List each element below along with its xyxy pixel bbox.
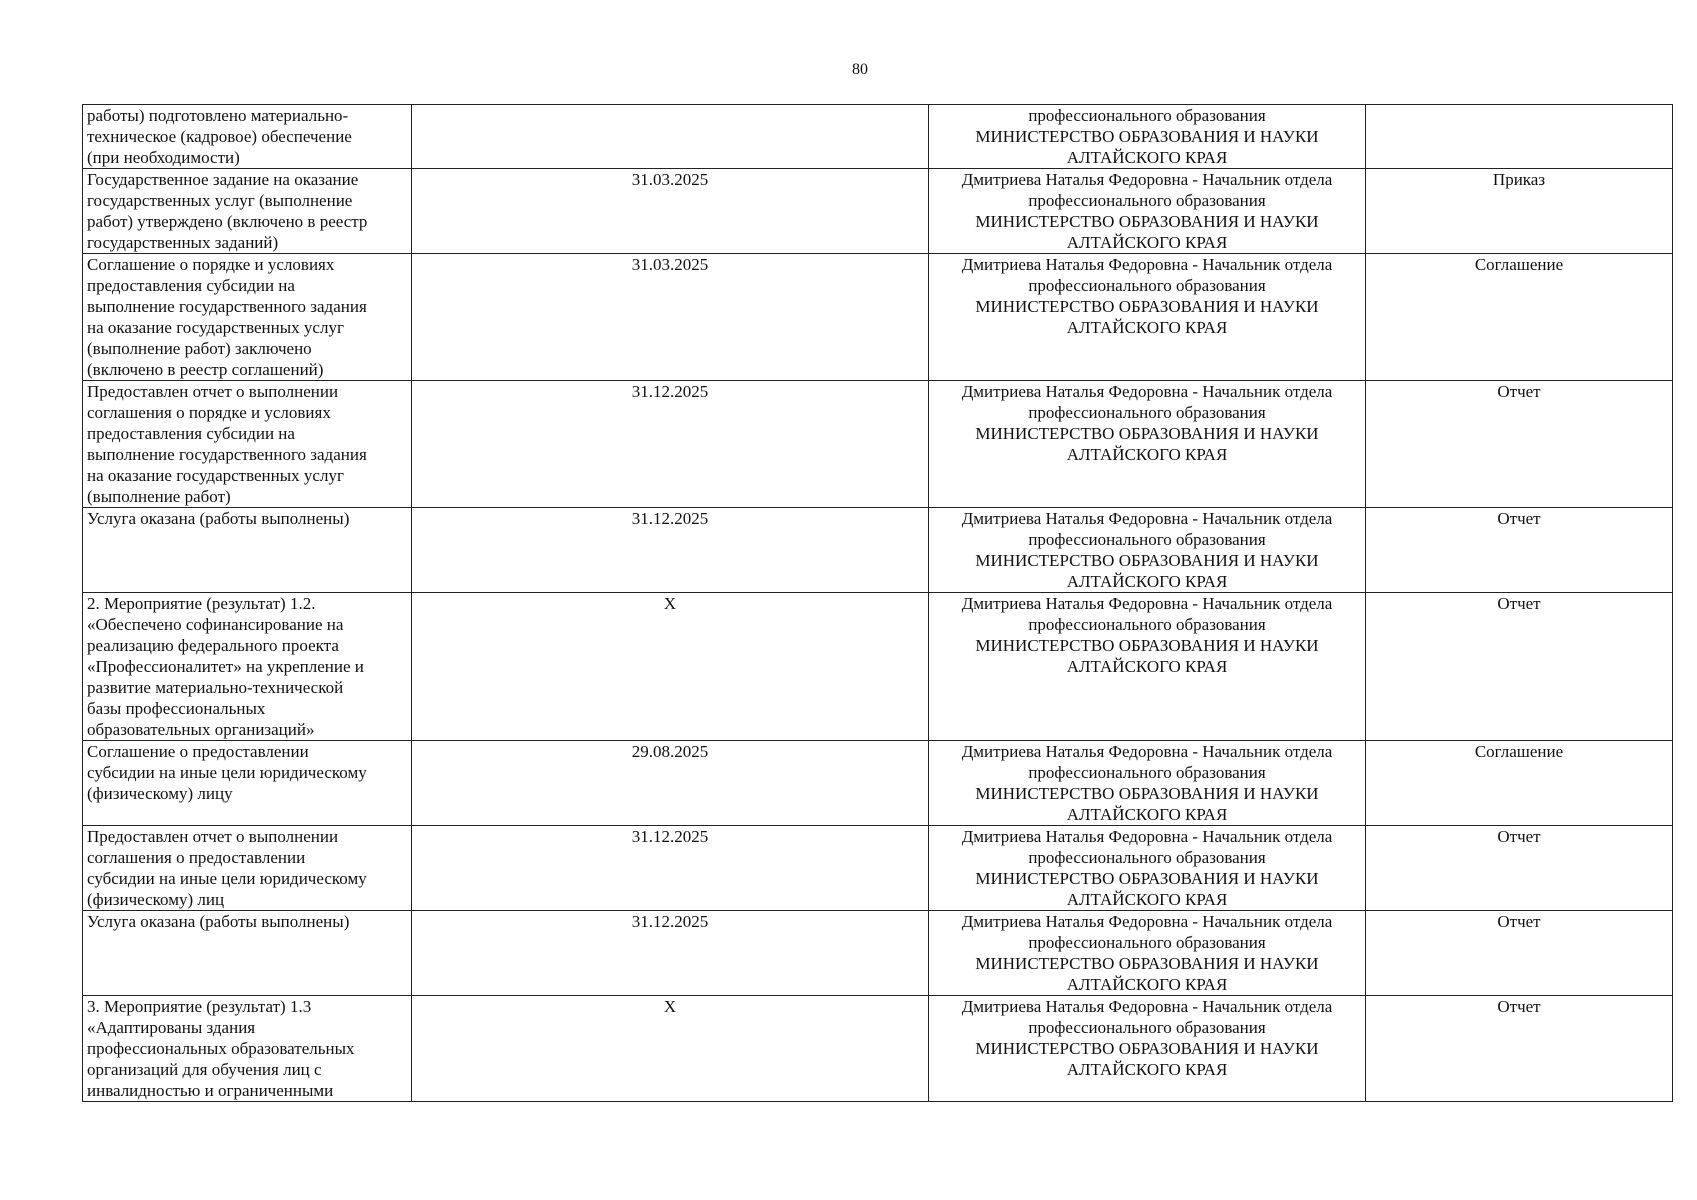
cell-line: МИНИСТЕРСТВО ОБРАЗОВАНИЯ И НАУКИ — [975, 954, 1319, 973]
cell-line: (физическому) лиц — [87, 890, 225, 909]
cell-line: профессионального образования — [1028, 615, 1266, 634]
cell-line: АЛТАЙСКОГО КРАЯ — [1066, 572, 1228, 591]
document-type-cell — [1366, 826, 1673, 911]
event-description-cell — [83, 105, 412, 169]
date-cell — [412, 996, 929, 1102]
responsible-cell — [929, 593, 1366, 741]
cell-line: субсидии на иные цели юридическому — [87, 869, 367, 888]
table-row — [83, 911, 1673, 996]
cell-line: (включено в реестр соглашений) — [87, 360, 324, 379]
cell-line: «Обеспечено софинансирование на — [87, 615, 344, 634]
cell-line: Предоставлен отчет о выполнении — [87, 382, 339, 401]
cell-text: X — [663, 997, 677, 1016]
cell-line: образовательных организаций» — [87, 720, 315, 739]
cell-line: МИНИСТЕРСТВО ОБРАЗОВАНИЯ И НАУКИ — [975, 869, 1319, 888]
cell-line: профессионального образования — [1028, 933, 1266, 952]
cell-line: «Профессионалитет» на укрепление и — [87, 657, 364, 676]
cell-line: (при необходимости) — [87, 148, 240, 167]
date-cell — [412, 254, 929, 381]
cell-line: МИНИСТЕРСТВО ОБРАЗОВАНИЯ И НАУКИ — [975, 127, 1319, 146]
event-description-cell — [83, 996, 412, 1102]
cell-line: Предоставлен отчет о выполнении — [87, 827, 339, 846]
cell-line: развитие материально-технической — [87, 678, 344, 697]
cell-line: Дмитриева Наталья Федоровна - Начальник отдела — [961, 594, 1333, 613]
cell-line: профессиональных образовательных — [87, 1039, 355, 1058]
cell-line: профессионального образования — [1028, 106, 1266, 125]
document-type-cell — [1366, 508, 1673, 593]
cell-line: реализацию федерального проекта — [87, 636, 339, 655]
table-body — [83, 105, 1673, 1102]
cell-line: Дмитриева Наталья Федоровна - Начальник отдела — [961, 827, 1333, 846]
cell-line: Дмитриева Наталья Федоровна - Начальник отдела — [961, 997, 1333, 1016]
cell-line: работ) утверждено (включено в реестр — [87, 212, 368, 231]
cell-line: соглашения о порядке и условиях — [87, 403, 331, 422]
date-cell — [412, 741, 929, 826]
cell-line: МИНИСТЕРСТВО ОБРАЗОВАНИЯ И НАУКИ — [975, 297, 1319, 316]
event-description-cell — [83, 254, 412, 381]
cell-line: АЛТАЙСКОГО КРАЯ — [1066, 890, 1228, 909]
cell-line: Соглашение о порядке и условиях — [87, 255, 335, 274]
document-type-cell — [1366, 593, 1673, 741]
cell-line: АЛТАЙСКОГО КРАЯ — [1066, 657, 1228, 676]
document-type-cell — [1366, 996, 1673, 1102]
responsible-cell — [929, 381, 1366, 508]
cell-line: 2. Мероприятие (результат) 1.2. — [87, 594, 316, 613]
responsible-cell — [929, 911, 1366, 996]
cell-line: МИНИСТЕРСТВО ОБРАЗОВАНИЯ И НАУКИ — [975, 424, 1319, 443]
cell-text: 31.03.2025 — [631, 255, 709, 274]
date-cell — [412, 826, 929, 911]
cell-line: МИНИСТЕРСТВО ОБРАЗОВАНИЯ И НАУКИ — [975, 784, 1319, 803]
page-number: 80 — [852, 61, 868, 78]
cell-line: субсидии на иные цели юридическому — [87, 763, 367, 782]
date-cell — [412, 593, 929, 741]
cell-line: профессионального образования — [1028, 1018, 1266, 1037]
cell-line: АЛТАЙСКОГО КРАЯ — [1066, 975, 1228, 994]
table-row — [83, 508, 1673, 593]
cell-line: на оказание государственных услуг — [87, 318, 344, 337]
cell-line: Услуга оказана (работы выполнены) — [87, 509, 350, 528]
cell-line: МИНИСТЕРСТВО ОБРАЗОВАНИЯ И НАУКИ — [975, 551, 1319, 570]
cell-text: Отчет — [1497, 912, 1541, 931]
cell-line: государственных заданий) — [87, 233, 279, 252]
cell-line: АЛТАЙСКОГО КРАЯ — [1066, 233, 1228, 252]
cell-line: соглашения о предоставлении — [87, 848, 306, 867]
cell-line: Государственное задание на оказание — [87, 170, 359, 189]
cell-line: Дмитриева Наталья Федоровна - Начальник отдела — [961, 912, 1333, 931]
cell-text: Отчет — [1497, 594, 1541, 613]
cell-line: выполнение государственного задания — [87, 297, 367, 316]
cell-line: (выполнение работ) заключено — [87, 339, 312, 358]
responsible-cell — [929, 826, 1366, 911]
table-row — [83, 254, 1673, 381]
responsible-cell — [929, 254, 1366, 381]
cell-line: Услуга оказана (работы выполнены) — [87, 912, 350, 931]
cell-text: X — [663, 594, 677, 613]
date-cell — [412, 169, 929, 254]
cell-line: АЛТАЙСКОГО КРАЯ — [1066, 318, 1228, 337]
cell-line: предоставления субсидии на — [87, 276, 295, 295]
cell-text: 31.12.2025 — [631, 509, 709, 528]
date-cell — [412, 381, 929, 508]
cell-line: МИНИСТЕРСТВО ОБРАЗОВАНИЯ И НАУКИ — [975, 1039, 1319, 1058]
cell-line: Дмитриева Наталья Федоровна - Начальник отдела — [961, 170, 1333, 189]
cell-text: Отчет — [1497, 827, 1541, 846]
event-description-cell — [83, 381, 412, 508]
cell-line: (физическому) лицу — [87, 784, 233, 803]
cell-line: профессионального образования — [1028, 848, 1266, 867]
cell-line: МИНИСТЕРСТВО ОБРАЗОВАНИЯ И НАУКИ — [975, 636, 1319, 655]
event-description-cell — [83, 741, 412, 826]
event-description-cell — [83, 593, 412, 741]
event-description-cell — [83, 911, 412, 996]
table-row — [83, 741, 1673, 826]
cell-text: Приказ — [1492, 170, 1546, 189]
cell-text: 31.12.2025 — [631, 382, 709, 401]
cell-text: Отчет — [1497, 509, 1541, 528]
document-type-cell — [1366, 911, 1673, 996]
cell-text: Отчет — [1497, 997, 1541, 1016]
cell-text: Соглашение — [1474, 255, 1564, 274]
cell-line: «Адаптированы здания — [87, 1018, 256, 1037]
responsible-cell — [929, 996, 1366, 1102]
table-row — [83, 105, 1673, 169]
cell-line: (выполнение работ) — [87, 487, 231, 506]
cell-line: профессионального образования — [1028, 191, 1266, 210]
document-type-cell — [1366, 169, 1673, 254]
cell-line: Дмитриева Наталья Федоровна - Начальник отдела — [961, 742, 1333, 761]
cell-line: инвалидностью и ограниченными — [87, 1081, 334, 1100]
event-description-cell — [83, 169, 412, 254]
cell-line: выполнение государственного задания — [87, 445, 367, 464]
cell-text: Отчет — [1497, 382, 1541, 401]
cell-line: АЛТАЙСКОГО КРАЯ — [1066, 148, 1228, 167]
document-type-cell — [1366, 381, 1673, 508]
cell-line: работы) подготовлено материально- — [87, 106, 349, 125]
cell-text: 31.12.2025 — [631, 827, 709, 846]
date-cell — [412, 508, 929, 593]
table-row — [83, 593, 1673, 741]
cell-line: профессионального образования — [1028, 403, 1266, 422]
event-description-cell — [83, 508, 412, 593]
responsible-cell — [929, 169, 1366, 254]
cell-line: МИНИСТЕРСТВО ОБРАЗОВАНИЯ И НАУКИ — [975, 212, 1319, 231]
cell-text: 31.12.2025 — [631, 912, 709, 931]
document-type-cell — [1366, 254, 1673, 381]
cell-line: базы профессиональных — [87, 699, 266, 718]
table-row — [83, 169, 1673, 254]
cell-line: профессионального образования — [1028, 530, 1266, 549]
responsible-cell — [929, 741, 1366, 826]
plan-table — [82, 104, 1673, 1102]
cell-line: предоставления субсидии на — [87, 424, 295, 443]
cell-line: на оказание государственных услуг — [87, 466, 344, 485]
cell-line: Дмитриева Наталья Федоровна - Начальник отдела — [961, 382, 1333, 401]
cell-line: 3. Мероприятие (результат) 1.3 — [87, 997, 312, 1016]
cell-text: 29.08.2025 — [631, 742, 709, 761]
cell-line: профессионального образования — [1028, 276, 1266, 295]
cell-text: 31.03.2025 — [631, 170, 709, 189]
cell-line: Дмитриева Наталья Федоровна - Начальник отдела — [961, 509, 1333, 528]
cell-line: АЛТАЙСКОГО КРАЯ — [1066, 445, 1228, 464]
document-type-cell — [1366, 105, 1673, 169]
date-cell — [412, 911, 929, 996]
cell-line: Дмитриева Наталья Федоровна - Начальник отдела — [961, 255, 1333, 274]
cell-line: государственных услуг (выполнение — [87, 191, 353, 210]
table-row — [83, 381, 1673, 508]
cell-line: Соглашение о предоставлении — [87, 742, 309, 761]
cell-line: АЛТАЙСКОГО КРАЯ — [1066, 1060, 1228, 1079]
cell-line: профессионального образования — [1028, 763, 1266, 782]
cell-line: техническое (кадровое) обеспечение — [87, 127, 352, 146]
cell-line: АЛТАЙСКОГО КРАЯ — [1066, 805, 1228, 824]
cell-text: Соглашение — [1474, 742, 1564, 761]
table-row — [83, 826, 1673, 911]
document-type-cell — [1366, 741, 1673, 826]
cell-line: организаций для обучения лиц с — [87, 1060, 322, 1079]
event-description-cell — [83, 826, 412, 911]
table-row — [83, 996, 1673, 1102]
responsible-cell — [929, 105, 1366, 169]
responsible-cell — [929, 508, 1366, 593]
date-cell — [412, 105, 929, 169]
